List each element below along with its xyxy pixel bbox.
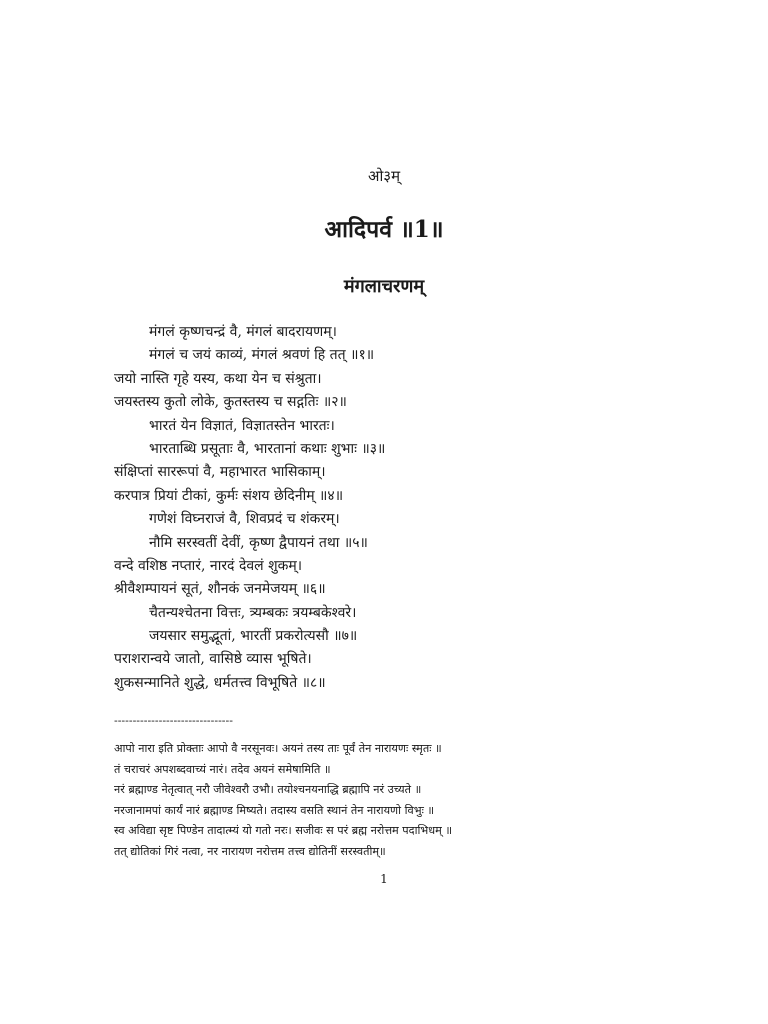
footnote-list xyxy=(114,739,674,863)
verse-line: श्रीवैशम्पायनं सूतं, शौनकं जनमेजयम् ॥६॥ xyxy=(114,581,326,598)
verse-line: नौमि सरस्वतीं देवीं, कृष्ण द्वैपायनं तथा ॥५॥ xyxy=(149,534,368,551)
verse-list xyxy=(114,321,714,695)
verse-line: चैतन्यश्चेतना वित्तः, त्र्यम्बकः त्रयम्बकेश्वरे। xyxy=(149,604,357,621)
verse-line: भारतं येन विज्ञातं, विज्ञातस्तेन भारतः। xyxy=(149,417,335,434)
footnote-line: आपो नारा इति प्रोक्ताः आपो वै नरसूनवः। अयनं तस्य ताः पूर्वं तेन नारायणः स्मृतः ॥ xyxy=(114,742,442,755)
verse-line: संक्षिप्तां साररूपां वै, महाभारत भासिकाम्। xyxy=(114,464,326,481)
verse-line: जयस्तस्य कुतो लोके, कुतस्तस्य च सद्गतिः ॥२॥ xyxy=(114,394,347,411)
verse-line: मंगलं च जयं काव्यं, मंगलं श्रवणं हि तत् ॥१॥ xyxy=(149,347,375,364)
page-number: 1 xyxy=(380,872,388,886)
footnote-line: तं चराचरं अपशब्दवाच्यं नारं। तदेव अयनं समेषामिति ॥ xyxy=(114,762,331,776)
verse-line: गणेशं विघ्नराजं वै, शिवप्रदं च शंकरम्। xyxy=(149,511,340,528)
footnote-line: नरं ब्रह्माण्ड नेतृत्वात् नरौ जीवेश्वरौ उभौ। तयोश्चनयनाद्धि ब्रह्मापि नरं उच्यते ॥ xyxy=(114,783,422,797)
footnote-line: तत् द्योतिकां गिरं नत्वा, नर नारायण नरोत्तम तत्त्व द्योतिनीं सरस्वतीम्॥ xyxy=(114,844,386,858)
verse-line: भारताब्धि प्रसूताः वै, भारतानां कथाः शुभाः ॥३॥ xyxy=(149,440,386,457)
verse-line: वन्दे वशिष्ठ नप्तारं, नारदं देवलं शुकम्। xyxy=(114,557,303,574)
page-title: आदिपर्व ॥1॥ xyxy=(324,216,444,243)
footnote-line: नरजानामपां कार्यं नारं ब्रह्माण्ड मिष्यते। तदास्य वसति स्थानं तेन नारायणो विभुः ॥ xyxy=(114,803,435,817)
footnote-rule: -------------------------------- xyxy=(114,714,233,727)
om-invocation: ओ३म् xyxy=(367,167,401,185)
section-subtitle: मंगलाचरणम् xyxy=(343,276,425,297)
footnote-line: स्व अविद्या सृष्ट पिण्डेन तादात्म्यं यो गतो नरः। सजीवः स परं ब्रह्म नरोत्तम पदाभिधम् ॥ xyxy=(114,824,453,838)
verse-line: पराशरान्वये जातो, वासिष्ठे व्यास भूषिते। xyxy=(114,651,312,668)
verse-line: जयो नास्ति गृहे यस्य, कथा येन च संश्रुता। xyxy=(114,370,322,387)
verse-line: जयसार समुद्भूतां, भारतीं प्रकरोत्यसौ ॥७॥ xyxy=(149,628,358,645)
verse-line: शुकसन्मानिते शुद्धे, धर्मतत्त्व विभूषिते ॥८॥ xyxy=(114,674,326,691)
verse-line: करपात्र प्रियां टीकां, कुर्मः संशय छेदिनीम् ॥४॥ xyxy=(114,487,344,504)
verse-line: मंगलं कृष्णचन्द्रं वै, मंगलं बादरायणम्। xyxy=(149,324,337,340)
